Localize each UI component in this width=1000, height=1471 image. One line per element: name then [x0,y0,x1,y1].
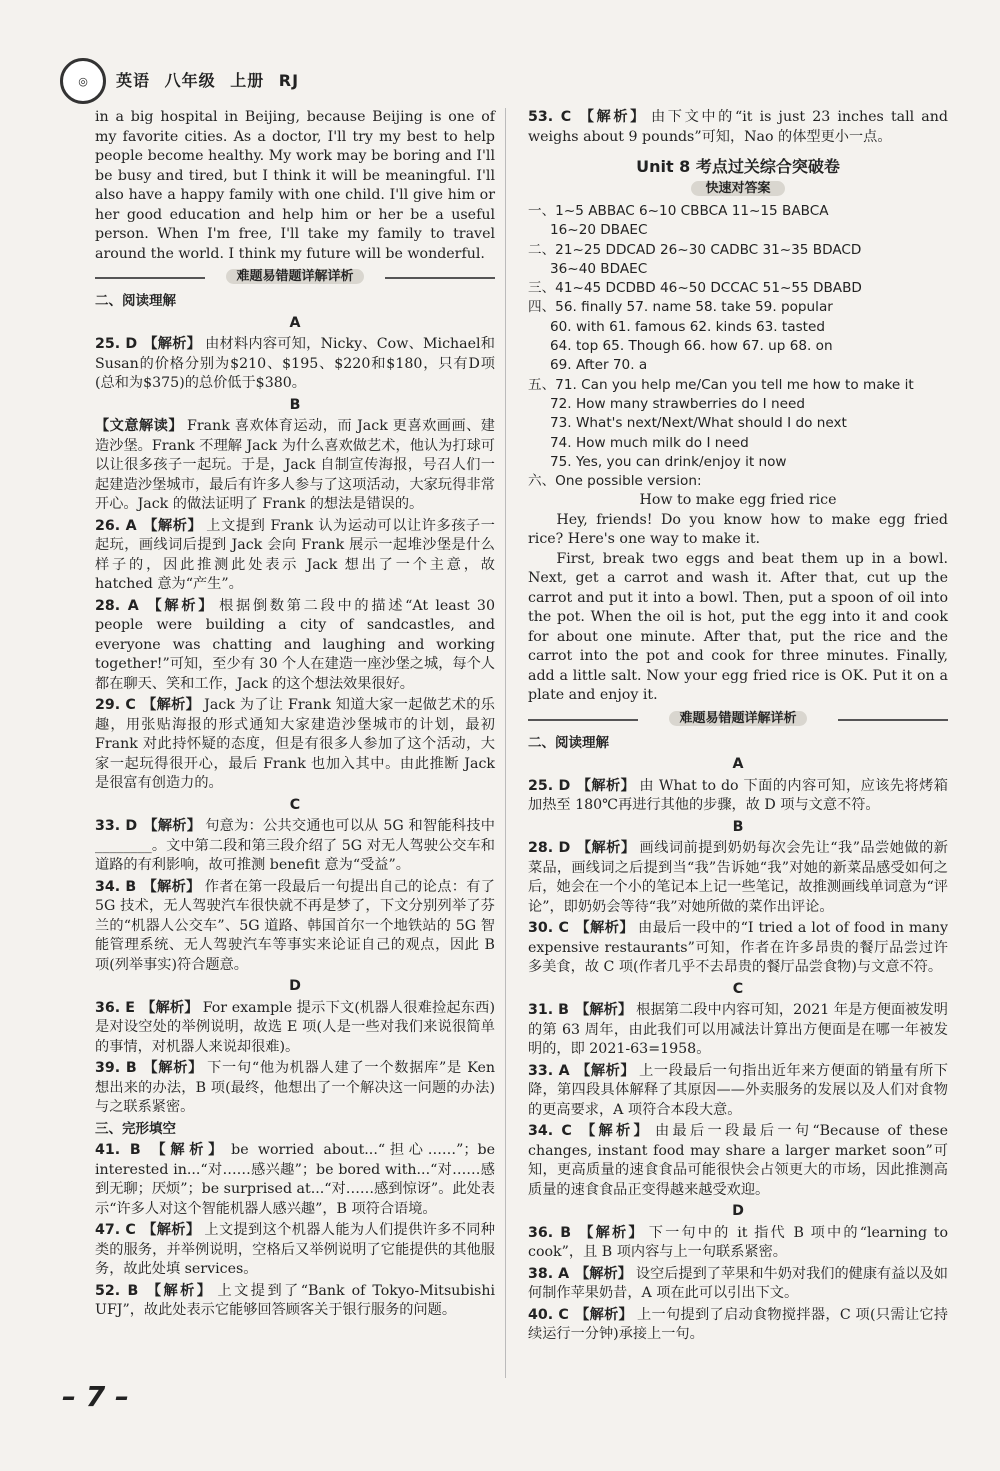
answer-item [95,1059,495,1118]
analysis-text: 上文提到 Frank 认为运动可以让许多孩子一起玩，画线词后提到 Jack 会向 Frank 展示一起堆沙堡是什么样子的，因此推测此处表示 Jack 想出了一个主意，故 hatched 意为“产生”。 [95,517,495,592]
header-title [116,68,307,91]
passage-letter: C [289,796,301,813]
analysis-text: be worried about...“担心……”；be interested in...“对……感兴趣”；be bored with...“对……感到无聊；厌烦”；be surprised at...“对……感到惊讶”。此处表示“许多人对这个智能机器人感兴趣”，B 项符合语境。 [95,1142,495,1217]
analysis-text: Jack 为了让 Frank 知道大家一起做艺术的乐趣，用张贴海报的形式通知大家建造沙堡城市的计划，最初 Frank 对此持怀疑的态度，但是有很多人参加了这个活动，大家一起玩得很开心，最后 Frank 也加入其中。由此推断 Jack 是很富有创造力的。 [95,697,495,791]
answer-item [528,1001,948,1060]
answer-item [95,878,495,976]
analysis-tag: 【解析】 [142,878,201,895]
answer-number: 29. C [95,697,136,713]
answer-item [528,1224,948,1263]
answer-number: 36. B [528,1224,572,1241]
summary-text: Frank 喜欢体育运动，而 Jack 更喜欢画画、建造沙堡。Frank 不理解 Jack 为什么喜欢做艺术，他认为打球可以让很多孩子一起玩。于是，Jack 自制宣传海报，号召人们一起建造沙堡城市，最后有许多人参与了这项活动，大家玩得非常开心。Jack 的做法证明了 Frank 的想法是错误的。 [95,418,495,512]
answer-item [95,817,495,876]
publisher-logo-icon: ◎ [60,58,106,104]
page-number-value: 7 [85,1380,106,1413]
answer-item [528,108,948,147]
answer-row: 60. with 61. famous 62. kinds 63. tasted [550,318,825,335]
analysis-text: 上文提到了“Bank of Tokyo-Mitsubishi UFJ”，故此处表示它能够回答顾客关于银行服务的问题。 [95,1282,495,1318]
answer-number: 33. A [528,1062,570,1079]
analysis-text: 上文提到这个机器人能为人们提供许多不同种类的服务，并举例说明，空格后又举例说明了它能提供的其他服务，故此处填 services。 [95,1222,495,1277]
answer-row: 64. top 65. Though 66. how 67. up 68. on [550,338,833,355]
analysis-text: 画线词前提到奶奶每次会先让“我”品尝她做的新菜品，画线词之后提到当“我”告诉她“我”对她的新菜品感受如何之后，她会在一个小的笔记本上记一些笔记，故推测画线单词意为“评论”，即奶奶会等待“我”对她所做的菜作出评论。 [528,840,948,915]
answer-item [528,919,948,978]
analysis-tag: 【解析】 [574,1306,634,1323]
summary-item [95,417,495,515]
answer-item [95,1282,495,1321]
answer-number: 33. D [95,818,138,834]
analysis-tag: 【解析】 [144,597,216,614]
banner-label: 难题易错题详解详析 [669,711,806,726]
analysis-text: 由最后一段最后一句“Because of these changes, instant food may share a larger market soon”可知，更高质量的速食食品可能很快会占领更大的市场，因此推测高质量的速食食品正变得越来越受欢迎。 [528,1123,948,1198]
analysis-text: 设空后提到了苹果和牛奶对我们的健康有益以及如何制作苹果奶昔，A 项在此可以引出下文。 [528,1265,948,1302]
answer-row: 五、71. Can you help me/Can you tell me how to make it [528,376,914,393]
answer-number: 28. D [528,840,571,857]
column-divider [505,108,506,1378]
analysis-tag: 【解析】 [142,517,203,534]
analysis-tag: 【解析】 [141,697,201,713]
answer-number: 52. B [95,1282,139,1299]
analysis-tag: 【解析】 [577,1224,645,1241]
analysis-tag: 【解析】 [574,920,635,937]
answer-number: 40. C [528,1306,569,1323]
analysis-text: 根据第二段中内容可知，2021 年是方便面被发明的第 63 周年，由此我们可以用减法计算出方便面是在哪一年被发明的，即 2021-63=1958。 [528,1002,948,1058]
answer-item [528,1306,948,1345]
essay-title: How to make egg fried rice [639,492,837,509]
answer-item [95,517,495,595]
section-banner [528,710,948,728]
answer-number: 28. A [95,597,139,614]
banner-label: 难题易错题详解详析 [226,269,363,284]
analysis-tag: 【解析】 [575,1062,636,1079]
answer-item [528,777,948,816]
section-banner [95,268,495,286]
summary-tag: 【文意解读】 [95,418,183,434]
answer-row: 75. Yes, you can drink/enjoy it now [550,453,787,470]
answer-item [95,1141,495,1219]
answer-item [528,1122,948,1200]
passage-letter: B [289,396,301,413]
answer-number: 34. C [528,1123,572,1140]
analysis-text: 句意为：公共交通也可以从 5G 和智能科技中________。文中第二段和第三段介绍了 5G 对无人驾驶公交车和道路的有利影响，故可推测 benefit 意为“受益”。 [95,818,495,873]
answer-number: 36. E [95,999,135,1016]
analysis-tag: 【解析】 [143,336,202,352]
analysis-tag: 【解析】 [575,1265,632,1282]
analysis-text: 上一句提到了启动食物搅拌器，C 项(只需让它持续运行一分钟)承接上一句。 [528,1306,948,1343]
answer-row: 73. What's next/Next/What should I do next [550,415,847,432]
left-column [95,108,495,1323]
passage-letter: A [732,756,744,773]
analysis-text: 由最后一段中的“I tried a lot of food in many expensive restaurants”可知，作者在许多昂贵的餐厅品尝过许多美食，故 C 项(作者几乎不去昂贵的餐厅品尝食物)与文意不符。 [528,920,948,976]
essay-paragraph: First, break two eggs and beat them up in a bowl. Next, get a carrot and wash it. After that, cut up the carrot and put it into a bowl. Then, put a spoon of oil into the pot. When the oil is hot, put the egg into it and cook for about one minute. After that, put the rice and the carrot into the pot and cook for three minutes. Finally, add a little salt. Now your egg fried rice is OK. Put it on a plate and enjoy it. [528,550,948,704]
page-number: – 7 – [62,1380,129,1413]
analysis-text: 上一段最后一句指出近年来方便面的销量有所下降，第四段具体解释了其原因——外卖服务的发展以及人们对食物的更高要求，A 项符合本段大意。 [528,1062,948,1118]
answer-number: 38. A [528,1265,570,1282]
cloze-heading: 三、完形填空 [95,1120,176,1137]
passage-letter: A [289,314,301,331]
analysis-text: 由下文中的“it is just 23 inches tall and weighs about 9 pounds”可知，Nao 的体型更小一点。 [528,109,948,145]
analysis-tag: 【解析】 [141,1222,201,1238]
quick-answers-label: 快速对答案 [691,181,784,196]
reading-heading: 二、阅读理解 [528,734,609,751]
right-column [528,108,948,1347]
analysis-tag: 【解析】 [576,777,636,794]
passage-letter: C [732,980,744,997]
analysis-tag: 【解析】 [144,1282,214,1299]
analysis-tag: 【解析】 [143,818,202,834]
answer-number: 25. D [95,336,138,352]
reading-heading: 二、阅读理解 [95,293,176,309]
analysis-text: 由 What to do 下面的内容可知，应该先将烤箱加热至 180℃再进行其他的步骤，故 D 项与文意不符。 [528,777,948,814]
analysis-text: 由材料内容可知，Nicky、Cow、Michael和 Susan的价格分别为$210、$195、$220和$180，只有D项(总和为$375)的总价低于$380。 [95,336,495,391]
answer-item [95,1221,495,1280]
analysis-text: For example 提示下文(机器人很难捡起东西)是对设空处的举例说明，故选 E 项(人是一些对我们来说很简单的事情，对机器人来说却很难)。 [95,999,495,1055]
analysis-tag: 【解析】 [574,1002,633,1019]
answer-item [528,839,948,917]
answer-row: 四、56. finally 57. name 58. take 59. popular [528,299,833,316]
answer-row: 16~20 DBAEC [550,222,648,239]
analysis-tag: 【解析】 [577,1123,652,1140]
analysis-text: 下一句“他为机器人建了一个数据库”是 Ken 想出来的办法，B 项(最终，他想出了一个解决这一问题的办法)与之联系紧密。 [95,1060,495,1115]
answer-item [528,1265,948,1304]
grade-label: 八年级 [164,71,216,90]
answer-item [95,999,495,1058]
essay-continuation: in a big hospital in Beijing, because Beijing is one of my favorite cities. As a doctor, I'll try my best to help people become healthy. My work may be boring and I'll be busy and tired, but I think it will be meaningful. I'll also have a happy family with one child. I'll give him or her good education and help him or her be a useful person. When I'm free, I'll take my family to travel around the world. I think my future will be wonderful. [95,109,495,262]
passage-letter: B [732,818,744,835]
answer-row: 三、41~45 DCDBD 46~50 DCCAC 51~55 DBABD [528,280,862,297]
page-header [60,58,480,104]
answer-row: 六、One possible version: [528,473,702,490]
analysis-tag: 【解析】 [576,840,636,857]
answer-item [95,597,495,695]
analysis-tag: 【解析】 [140,999,199,1016]
analysis-tag: 【解析】 [577,109,647,125]
analysis-tag: 【解析】 [146,1142,228,1158]
answer-number: 31. B [528,1002,569,1019]
answer-item [528,1062,948,1121]
answer-number: 41. B [95,1142,141,1158]
answer-item [95,696,495,794]
passage-letter: D [289,978,301,994]
answer-number: 39. B [95,1060,137,1076]
passage-letter: D [732,1203,744,1220]
answer-number: 26. A [95,517,137,534]
edition-label: RJ [278,71,300,90]
term-label: 上册 [230,71,265,90]
answer-number: 25. D [528,777,571,794]
analysis-tag: 【解析】 [142,1060,204,1076]
analysis-text: 作者在第一段最后一句提出自己的论点：有了 5G 技术，无人驾驶汽车很快就不再是梦了，下文分别列举了芬兰的“机器人公交车”、5G 道路、韩国首尔一个地铁站的 5G 智能管理系统、无人驾驶汽车等事实来论证自己的观点，因此 B 项(列举事实)符合题意。 [95,878,495,973]
answer-number: 34. B [95,878,137,895]
answer-row: 72. How many strawberries do I need [550,395,805,412]
answer-row: 36~40 BDAEC [550,260,648,277]
answer-number: 53. C [528,109,572,125]
answer-item [95,335,495,394]
quick-answers-banner [528,179,948,199]
answer-row: 二、21~25 DDCAD 26~30 CADBC 31~35 BDACD [528,241,862,258]
unit-title: Unit 8 考点过关综合突破卷 [636,157,840,176]
analysis-text: 根据倒数第二段中的描述“At least 30 people were building a city of sandcastles, and everyone was chatting and laughing and working together!”可知，至少有 30 个人在建造一座沙堡之城，每个人都在聊天、笑和工作，Jack 的这个想法效果很好。 [95,597,495,692]
sample-essay [528,491,948,706]
answer-row: 74. How much milk do I need [550,434,749,451]
answer-row: 一、1~5 ABBAC 6~10 CBBCA 11~15 BABCA [528,203,829,219]
answer-number: 47. C [95,1222,136,1238]
answer-row: 69. After 70. a [550,357,648,374]
essay-paragraph: Hey, friends! Do you know how to make egg fried rice? Here's one way to make it. [528,511,948,548]
answer-number: 30. C [528,920,569,937]
subject-label: 英语 [116,71,151,90]
analysis-text: 下一句中的 it 指代 B 项中的“learning to cook”，且 B 项内容与上一句联系紧密。 [528,1224,948,1261]
